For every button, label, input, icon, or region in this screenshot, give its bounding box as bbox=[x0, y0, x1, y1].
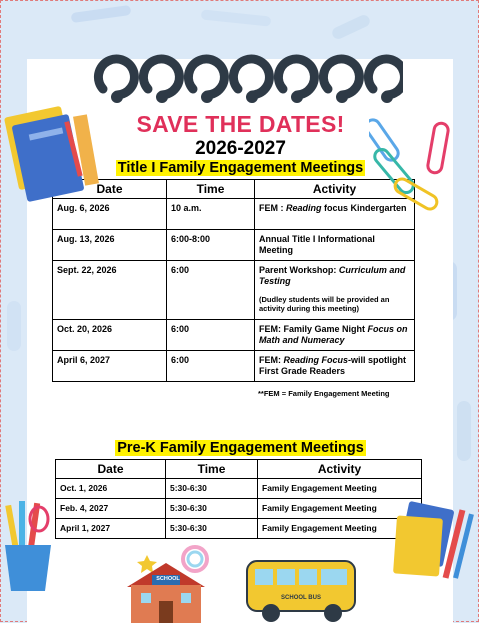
activity-text: FEM: bbox=[259, 355, 284, 365]
table-row bbox=[53, 230, 415, 261]
row-activity bbox=[255, 351, 415, 382]
activity-text: Parent Workshop: bbox=[259, 265, 339, 275]
table-row bbox=[56, 519, 422, 539]
school-year-title: 2026-2027 bbox=[195, 138, 286, 159]
prek-meetings-table bbox=[55, 459, 422, 539]
background-doodle bbox=[7, 301, 21, 351]
table-row bbox=[56, 499, 422, 519]
activity-emphasis: Curriculum and Testing bbox=[259, 265, 406, 286]
row-time: 6:00 bbox=[167, 351, 255, 382]
table-row bbox=[53, 351, 415, 382]
column-header-date: Date bbox=[56, 460, 166, 479]
row-time: 6:00-8:00 bbox=[167, 230, 255, 261]
activity-text: Annual Title I Informational Meeting bbox=[259, 234, 375, 255]
save-the-dates-title: SAVE THE DATES! bbox=[136, 111, 345, 137]
activity-text-cont: focus Kindergarten bbox=[321, 203, 407, 213]
prek-heading bbox=[1, 439, 479, 457]
table-row bbox=[56, 479, 422, 499]
notebooks-icon bbox=[385, 499, 475, 589]
school-sign-label: SCHOOL bbox=[156, 576, 180, 582]
pencil-cup-icon bbox=[1, 497, 61, 597]
activity-note: (Dudley students will be provided an activity during this meeting) bbox=[259, 294, 390, 313]
activity-emphasis: Focus on Math and Numeracy bbox=[259, 324, 408, 345]
table-row bbox=[53, 261, 415, 320]
background-doodle bbox=[201, 9, 272, 26]
activity-emphasis: Reading Focus bbox=[283, 355, 349, 365]
row-time: 5:30-6:30 bbox=[166, 479, 258, 499]
row-time: 6:00 bbox=[167, 320, 255, 351]
column-header-time: Time bbox=[166, 460, 258, 479]
row-activity bbox=[255, 320, 415, 351]
title1-heading-text: Title I Family Engagement Meetings bbox=[117, 160, 364, 176]
table-header-row bbox=[56, 460, 422, 479]
column-header-time: Time bbox=[167, 180, 255, 199]
schoolhouse-icon bbox=[119, 545, 214, 623]
row-date: Sept. 22, 2026 bbox=[53, 261, 167, 320]
activity-text: FEM: Family Game Night bbox=[259, 324, 368, 334]
activity-emphasis: Reading bbox=[286, 203, 322, 213]
prek-heading-text: Pre-K Family Engagement Meetings bbox=[117, 440, 364, 456]
row-activity bbox=[255, 261, 415, 320]
books-icon bbox=[1, 101, 111, 211]
row-date: April 1, 2027 bbox=[56, 519, 166, 539]
row-activity: Family Engagement Meeting bbox=[258, 479, 422, 499]
row-time: 10 a.m. bbox=[167, 199, 255, 230]
row-date: Aug. 6, 2026 bbox=[53, 199, 167, 230]
activity-text-cont: -will spotlight First Grade Readers bbox=[259, 355, 407, 376]
background-doodle bbox=[71, 5, 132, 23]
row-activity bbox=[255, 230, 415, 261]
column-header-activity: Activity bbox=[258, 460, 422, 479]
row-date: Oct. 20, 2026 bbox=[53, 320, 167, 351]
row-activity: Family Engagement Meeting bbox=[258, 519, 422, 539]
column-header-date: Date bbox=[53, 180, 167, 199]
row-date: April 6, 2027 bbox=[53, 351, 167, 382]
row-time: 6:00 bbox=[167, 261, 255, 320]
row-activity: Family Engagement Meeting bbox=[258, 499, 422, 519]
activity-text: FEM : bbox=[259, 203, 286, 213]
fem-footnote: **FEM = Family Engagement Meeting bbox=[258, 389, 390, 398]
row-date: Aug. 13, 2026 bbox=[53, 230, 167, 261]
row-time: 5:30-6:30 bbox=[166, 519, 258, 539]
table-row bbox=[53, 320, 415, 351]
row-date: Feb. 4, 2027 bbox=[56, 499, 166, 519]
column-header-activity: Activity bbox=[255, 180, 415, 199]
school-bus-sign-label: SCHOOL BUS bbox=[281, 595, 321, 601]
school-bus-icon bbox=[241, 557, 361, 623]
row-time: 5:30-6:30 bbox=[166, 499, 258, 519]
paper-clips-icon bbox=[369, 109, 464, 219]
row-date: Oct. 1, 2026 bbox=[56, 479, 166, 499]
spiral-binding bbox=[73, 37, 403, 107]
